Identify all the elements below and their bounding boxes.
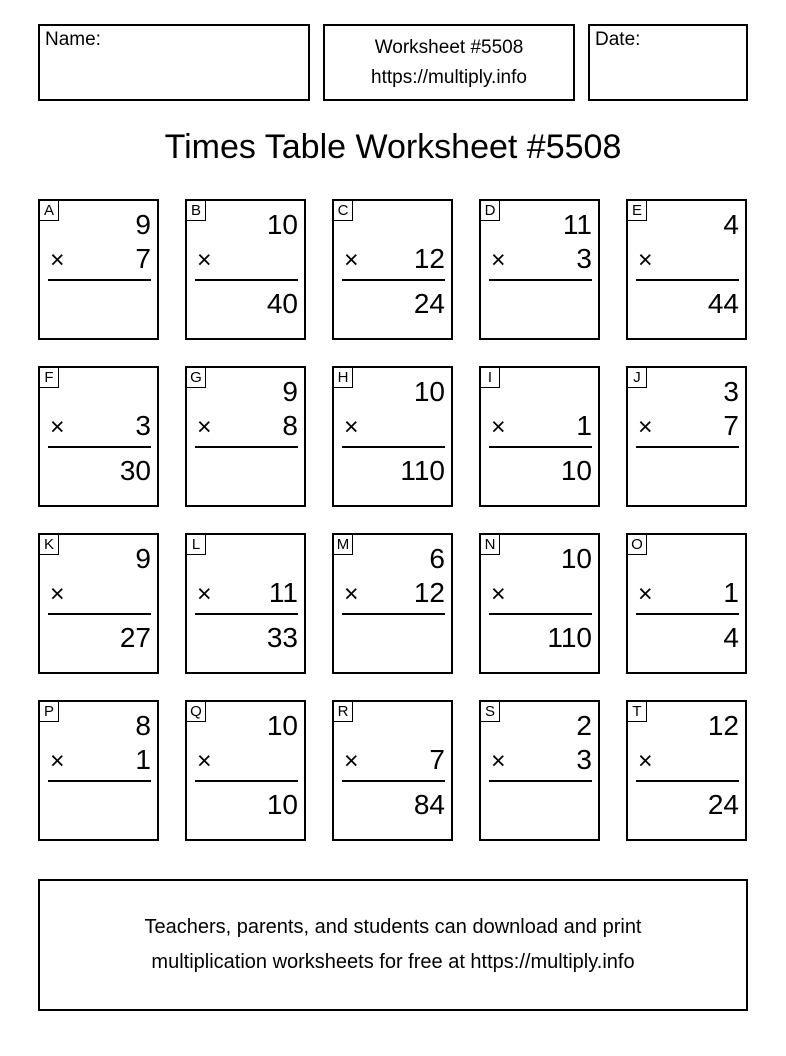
problem-answer: 4 [723, 622, 739, 653]
answer-rule [636, 613, 739, 615]
problem-card [332, 700, 453, 841]
problem-letter: N [480, 534, 500, 555]
problem-card [626, 533, 747, 674]
answer-rule [489, 613, 592, 615]
problem-card [332, 366, 453, 507]
times-sign: × [50, 246, 65, 274]
problem-top-number: 9 [135, 543, 151, 574]
answer-rule [48, 446, 151, 448]
times-sign: × [344, 747, 359, 775]
times-sign: × [638, 747, 653, 775]
problem-top-number: 9 [282, 376, 298, 407]
problem-answer: 84 [413, 789, 445, 820]
problem-top-number: 10 [560, 543, 592, 574]
problem-card [185, 533, 306, 674]
name-label: Name: [45, 29, 101, 50]
answer-rule [342, 279, 445, 281]
answer-rule [195, 613, 298, 615]
problem-top-number: 10 [266, 710, 298, 741]
answer-rule [195, 780, 298, 782]
problem-answer: 27 [119, 622, 151, 653]
answer-rule [636, 279, 739, 281]
problem-top-number: 10 [266, 209, 298, 240]
problem-bottom-number: 1 [135, 744, 151, 775]
times-sign: × [344, 413, 359, 441]
problem-top-number: 9 [135, 209, 151, 240]
problem-answer: 110 [547, 622, 592, 653]
problem-letter: L [186, 534, 206, 555]
name-box [38, 24, 310, 101]
problem-bottom-number: 3 [135, 410, 151, 441]
problem-letter: D [480, 200, 500, 221]
times-sign: × [638, 580, 653, 608]
problem-card [332, 533, 453, 674]
answer-rule [489, 780, 592, 782]
problem-card [185, 700, 306, 841]
times-sign: × [638, 246, 653, 274]
worksheet-info-box [323, 24, 575, 101]
problem-answer: 33 [266, 622, 298, 653]
problem-answer: 40 [266, 288, 298, 319]
problem-card [626, 366, 747, 507]
times-sign: × [50, 413, 65, 441]
problem-bottom-number: 7 [135, 243, 151, 274]
problem-top-number: 11 [562, 209, 592, 240]
problem-card [185, 199, 306, 340]
problem-letter: P [39, 701, 59, 722]
times-sign: × [638, 413, 653, 441]
times-sign: × [197, 747, 212, 775]
times-sign: × [197, 413, 212, 441]
problem-bottom-number: 7 [429, 744, 445, 775]
times-sign: × [491, 580, 506, 608]
times-sign: × [197, 246, 212, 274]
problem-bottom-number: 7 [723, 410, 739, 441]
times-sign: × [344, 580, 359, 608]
answer-rule [489, 279, 592, 281]
problem-bottom-number: 12 [413, 243, 445, 274]
times-sign: × [491, 246, 506, 274]
problem-answer: 24 [413, 288, 445, 319]
problem-top-number: 2 [576, 710, 592, 741]
problem-top-number: 10 [413, 376, 445, 407]
problem-card [185, 366, 306, 507]
problem-letter: C [333, 200, 353, 221]
problem-letter: A [39, 200, 59, 221]
answer-rule [342, 446, 445, 448]
problem-letter: S [480, 701, 500, 722]
problem-letter: I [480, 367, 500, 388]
worksheet-url: https://multiply.info [371, 67, 527, 88]
problem-card [626, 700, 747, 841]
problem-card [38, 700, 159, 841]
problem-answer: 110 [400, 455, 445, 486]
footer-line-2: multiplication worksheets for free at https://multiply.info [151, 951, 635, 973]
problem-top-number: 6 [429, 543, 445, 574]
footer-line-1: Teachers, parents, and students can download and print [144, 916, 642, 938]
problem-letter: E [627, 200, 647, 221]
problem-bottom-number: 12 [413, 577, 445, 608]
problem-letter: H [333, 367, 353, 388]
times-sign: × [491, 747, 506, 775]
times-sign: × [50, 747, 65, 775]
times-sign: × [344, 246, 359, 274]
problem-card [479, 700, 600, 841]
answer-rule [48, 279, 151, 281]
problem-letter: T [627, 701, 647, 722]
problem-card [38, 366, 159, 507]
answer-rule [489, 446, 592, 448]
answer-rule [48, 613, 151, 615]
problem-bottom-number: 1 [723, 577, 739, 608]
answer-rule [195, 446, 298, 448]
problem-card [626, 199, 747, 340]
problem-card [332, 199, 453, 340]
problem-letter: R [333, 701, 353, 722]
problem-card [38, 199, 159, 340]
problem-card [479, 199, 600, 340]
problem-letter: B [186, 200, 206, 221]
answer-rule [636, 446, 739, 448]
date-box [588, 24, 748, 101]
problem-card [479, 366, 600, 507]
problem-bottom-number: 8 [282, 410, 298, 441]
problem-bottom-number: 11 [268, 577, 298, 608]
problem-top-number: 3 [723, 376, 739, 407]
answer-rule [342, 780, 445, 782]
problem-letter: M [333, 534, 353, 555]
answer-rule [342, 613, 445, 615]
problem-answer: 10 [266, 789, 298, 820]
problem-letter: J [627, 367, 647, 388]
problem-letter: G [186, 367, 206, 388]
problem-top-number: 8 [135, 710, 151, 741]
problem-answer: 44 [707, 288, 739, 319]
times-sign: × [50, 580, 65, 608]
problem-answer: 10 [560, 455, 592, 486]
times-sign: × [491, 413, 506, 441]
date-label: Date: [595, 29, 641, 50]
times-sign: × [197, 580, 212, 608]
problem-letter: F [39, 367, 59, 388]
problem-bottom-number: 1 [576, 410, 592, 441]
problem-card [479, 533, 600, 674]
answer-rule [636, 780, 739, 782]
answer-rule [195, 279, 298, 281]
problem-letter: Q [186, 701, 206, 722]
problem-letter: O [627, 534, 647, 555]
problem-top-number: 4 [723, 209, 739, 240]
problem-top-number: 12 [707, 710, 739, 741]
problem-answer: 30 [119, 455, 151, 486]
answer-rule [48, 780, 151, 782]
problem-card [38, 533, 159, 674]
problem-letter: K [39, 534, 59, 555]
footer-box [38, 879, 748, 1011]
problem-bottom-number: 3 [576, 744, 592, 775]
worksheet-number: Worksheet #5508 [374, 37, 524, 58]
problem-bottom-number: 3 [576, 243, 592, 274]
page-title: Times Table Worksheet #5508 [164, 128, 622, 166]
problem-answer: 24 [707, 789, 739, 820]
